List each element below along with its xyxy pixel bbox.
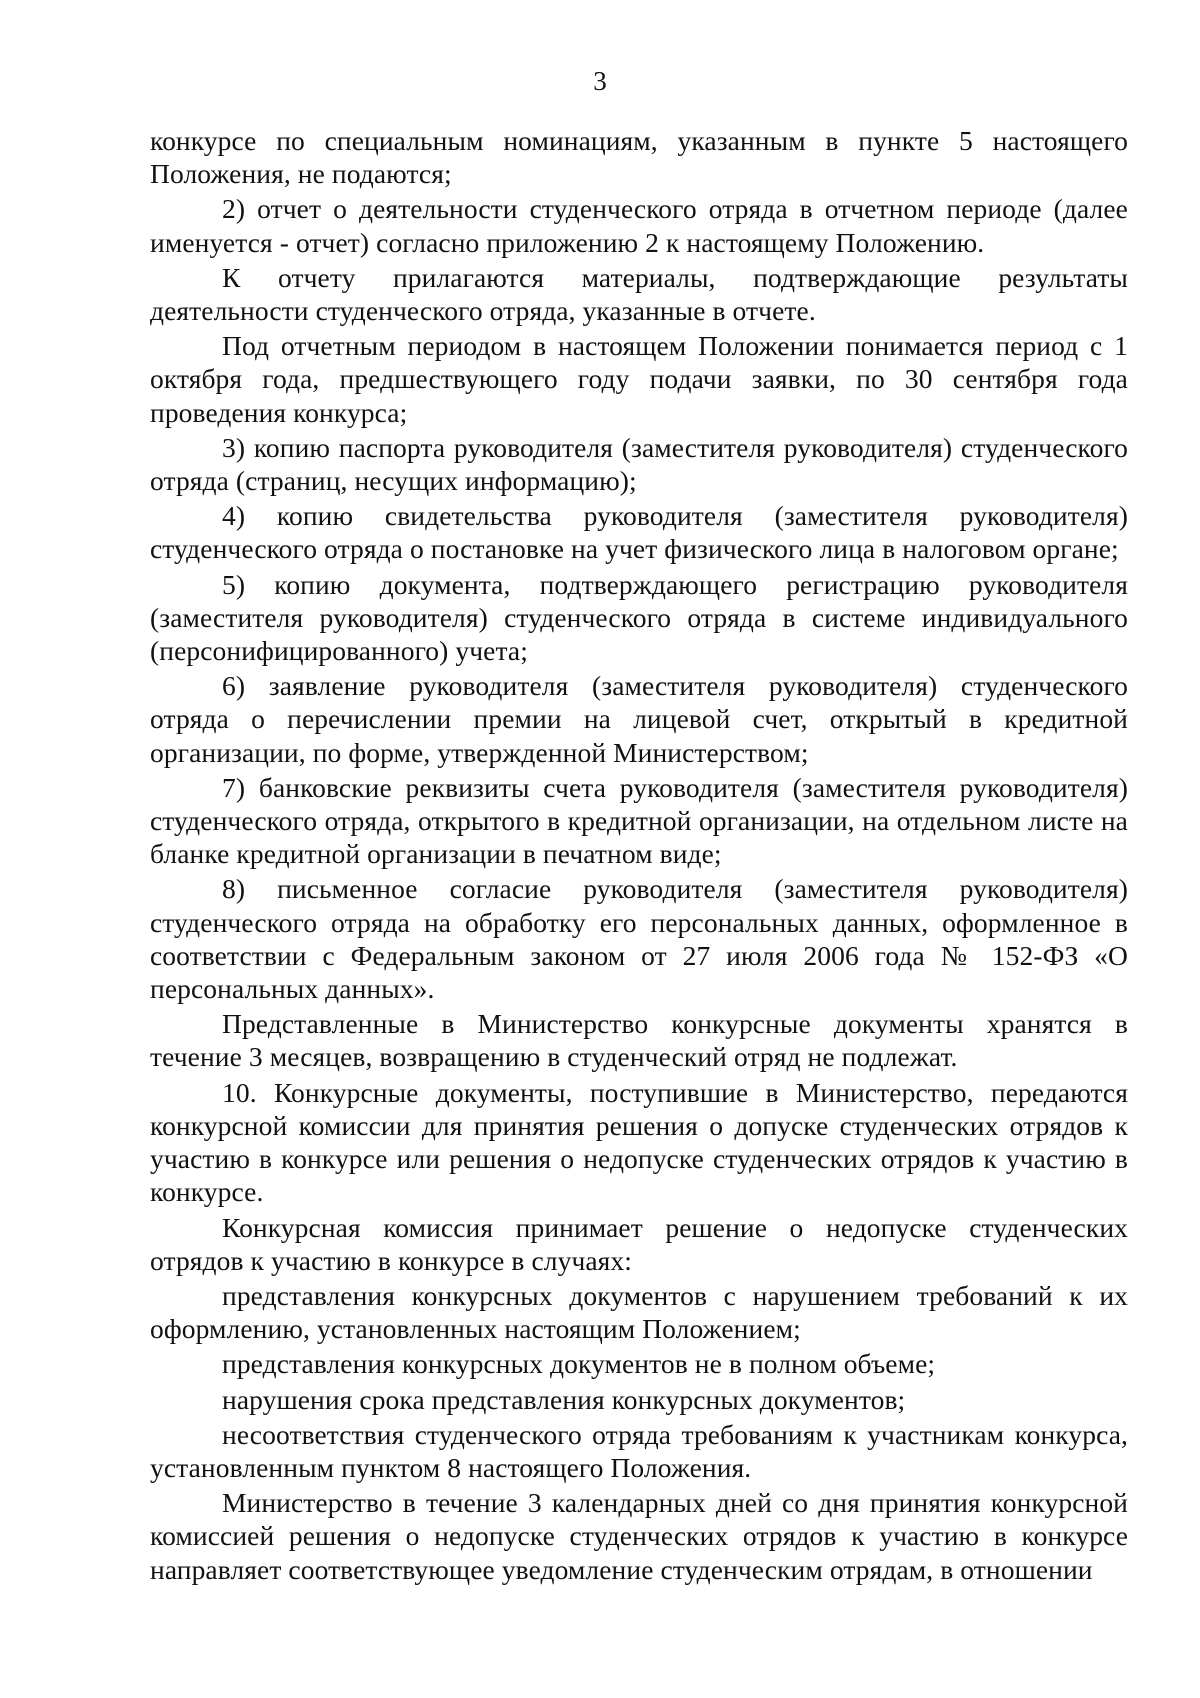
paragraph: 2) отчет о деятельности студенческого отряда в отчетном периоде (далее именуется - отчет) согласно приложению 2 к настоящему Положению. — [150, 193, 1128, 258]
paragraph: К отчету прилагаются материалы, подтверждающие результаты деятельности студенческого отряда, указанные в отчете. — [150, 261, 1128, 327]
paragraph: представления конкурсных документов с нарушением требований к их оформлению, установленных настоящим Положением; — [150, 1279, 1128, 1345]
paragraph: представления конкурсных документов не в полном объеме; — [222, 1348, 936, 1380]
paragraph: Под отчетным периодом в настоящем Положении понимается период с 1 октября года, предшествующего году подачи заявки, по 30 сентября года проведения конкурса; — [150, 330, 1128, 428]
paragraph: 7) банковские реквизиты счета руководителя (заместителя руководителя) студенческого отряда, открытого в кредитной организации, на отдельном листе на бланке кредитной организации в печатном виде; — [150, 771, 1128, 870]
paragraph: 3) копию паспорта руководителя (заместителя руководителя) студенческого отряда (страниц, несущих информацию); — [150, 431, 1128, 497]
paragraph: 6) заявление руководителя (заместителя руководителя) студенческого отряда о перечислении премии на лицевой счет, открытый в кредитной организации, по форме, утвержденной Министерством; — [150, 670, 1128, 768]
paragraph: Представленные в Министерство конкурсные документы хранятся в течение 3 месяцев, возвращению в студенческий отряд не подлежат. — [150, 1008, 1128, 1073]
paragraph: Конкурсная комиссия принимает решение о недопуске студенческих отрядов к участию в конкурсе в случаях: — [150, 1211, 1128, 1276]
paragraph: Министерство в течение 3 календарных дней со дня принятия конкурсной комиссией решения о недопуске студенческих отрядов к участию в конкурсе направляет соответствующее уведомление студенческим отрядам, в отношении — [150, 1487, 1128, 1585]
paragraph: 5) копию документа, подтверждающего регистрацию руководителя (заместителя руководителя) студенческого отряда в системе индивидуального (персонифицированного) учета; — [150, 568, 1128, 667]
paragraph: 10. Конкурсные документы, поступившие в Министерство, передаются конкурсной комиссии для принятия решения о допуске студенческих отрядов к участию в конкурсе или решения о недопуске студенческих отрядов к участию в конкурсе. — [150, 1076, 1128, 1208]
paragraph: 8) письменное согласие руководителя (заместителя руководителя) студенческого отряда на обработку его персональных данных, оформленное в соответствии с Федеральным законом от 27 июля 2006 года № 152-ФЗ «О персональных данных». — [150, 873, 1128, 1005]
paragraph: 4) копию свидетельства руководителя (заместителя руководителя) студенческого отряда о постановке на учет физического лица в налоговом органе; — [150, 500, 1128, 565]
paragraph: нарушения срока представления конкурсных документов; — [222, 1383, 906, 1415]
paragraph: конкурсе по специальным номинациям, указанным в пункте 5 настоящего Положения, не подаются; — [150, 125, 1128, 190]
document-body — [150, 124, 1128, 1588]
paragraph: несоответствия студенческого отряда требованиям к участникам конкурса, установленным пунктом 8 настоящего Положения. — [150, 1418, 1128, 1483]
page-number: 3 — [593, 66, 607, 96]
